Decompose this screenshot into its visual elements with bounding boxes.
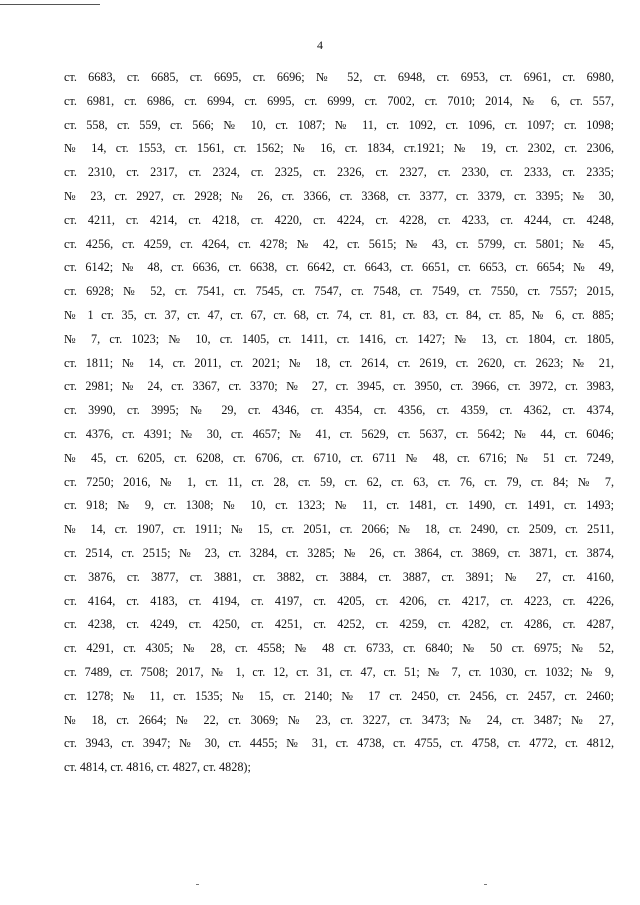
text-line: ст. 2514, ст. 2515; № 23, ст. 3284, ст. 3285; № 26, ст. 3864, ст. 3869, ст. 3871, ст. 3874, xyxy=(64,545,614,560)
text-line: ст. 3990, ст. 3995; № 29, ст. 4346, ст. 4354, ст. 4356, ст. 4359, ст. 4362, ст. 4374, xyxy=(64,403,614,418)
body-text xyxy=(64,66,614,780)
text-line: ст. 918; № 9, ст. 1308; № 10, ст. 1323; № 11, ст. 1481, ст. 1490, ст. 1491, ст. 1493; xyxy=(64,498,614,513)
text-line: ст. 7489, ст. 7508; 2017, № 1, ст. 12, ст. 31, ст. 47, ст. 51; № 7, ст. 1030, ст. 1032; № 9, xyxy=(64,664,614,679)
text-line: ст. 4211, ст. 4214, ст. 4218, ст. 4220, ст. 4224, ст. 4228, ст. 4233, ст. 4244, ст. 4248, xyxy=(64,212,614,227)
page-number: 4 xyxy=(317,38,323,52)
text-line: ст. 6981, ст. 6986, ст. 6994, ст. 6995, ст. 6999, ст. 7002, ст. 7010; 2014, № 6, ст. 557, xyxy=(64,93,614,108)
text-line: ст. 3876, ст. 3877, ст. 3881, ст. 3882, ст. 3884, ст. 3887, ст. 3891; № 27, ст. 4160, xyxy=(64,569,614,584)
text-line: ст. 1278; № 11, ст. 1535; № 15, ст. 2140; № 17 ст. 2450, ст. 2456, ст. 2457, ст. 2460; xyxy=(64,688,614,703)
text-line: ст. 7250; 2016, № 1, ст. 11, ст. 28, ст. 59, ст. 62, ст. 63, ст. 76, ст. 79, ст. 84; № 7, xyxy=(64,474,614,489)
text-line: № 18, ст. 2664; № 22, ст. 3069; № 23, ст. 3227, ст. 3473; № 24, ст. 3487; № 27, xyxy=(64,712,614,727)
text-line: ст. 6142; № 48, ст. 6636, ст. 6638, ст. 6642, ст. 6643, ст. 6651, ст. 6653, ст. 6654; № 49, xyxy=(64,260,614,275)
text-line: ст. 4376, ст. 4391; № 30, ст. 4657; № 41, ст. 5629, ст. 5637, ст. 5642; № 44, ст. 6046; xyxy=(64,426,614,441)
scan-speck xyxy=(484,884,487,885)
scan-speck xyxy=(196,884,199,885)
text-line: ст. 3943, ст. 3947; № 30, ст. 4455; № 31, ст. 4738, ст. 4755, ст. 4758, ст. 4772, ст. 4812, xyxy=(64,736,614,751)
text-line: ст. 6683, ст. 6685, ст. 6695, ст. 6696; № 52, ст. 6948, ст. 6953, ст. 6961, ст. 6980, xyxy=(64,70,614,84)
text-line: № 45, ст. 6205, ст. 6208, ст. 6706, ст. 6710, ст. 6711 № 48, ст. 6716; № 51 ст. 7249, xyxy=(64,450,614,465)
text-line: ст. 4814, ст. 4816, ст. 4827, ст. 4828); xyxy=(64,760,251,775)
text-line: ст. 2981; № 24, ст. 3367, ст. 3370; № 27, ст. 3945, ст. 3950, ст. 3966, ст. 3972, ст. 3983, xyxy=(64,379,614,394)
text-line: ст. 4238, ст. 4249, ст. 4250, ст. 4251, ст. 4252, ст. 4259, ст. 4282, ст. 4286, ст. 4287, xyxy=(64,617,614,632)
text-line: № 23, ст. 2927, ст. 2928; № 26, ст. 3366, ст. 3368, ст. 3377, ст. 3379, ст. 3395; № 30, xyxy=(64,188,614,203)
text-line: № 14, ст. 1907, ст. 1911; № 15, ст. 2051, ст. 2066; № 18, ст. 2490, ст. 2509, ст. 2511, xyxy=(64,522,614,537)
text-line: ст. 2310, ст. 2317, ст. 2324, ст. 2325, ст. 2326, ст. 2327, ст. 2330, ст. 2333, ст. 2335; xyxy=(64,165,614,180)
text-line: ст. 1811; № 14, ст. 2011, ст. 2021; № 18, ст. 2614, ст. 2619, ст. 2620, ст. 2623; № 21, xyxy=(64,355,614,370)
text-line: ст. 6928; № 52, ст. 7541, ст. 7545, ст. 7547, ст. 7548, ст. 7549, ст. 7550, ст. 7557; 2015, xyxy=(64,284,614,299)
text-line: № 14, ст. 1553, ст. 1561, ст. 1562; № 16, ст. 1834, ст.1921; № 19, ст. 2302, ст. 2306, xyxy=(64,141,614,156)
text-line: ст. 4291, ст. 4305; № 28, ст. 4558; № 48 ст. 6733, ст. 6840; № 50 ст. 6975; № 52, xyxy=(64,641,614,656)
text-line: № 1 ст. 35, ст. 37, ст. 47, ст. 67, ст. 68, ст. 74, ст. 81, ст. 83, ст. 84, ст. 85, № 6, ст. 885; xyxy=(64,307,614,322)
text-line: ст. 4256, ст. 4259, ст. 4264, ст. 4278; № 42, ст. 5615; № 43, ст. 5799, ст. 5801; № 45, xyxy=(64,236,614,251)
text-line: ст. 558, ст. 559, ст. 566; № 10, ст. 1087; № 11, ст. 1092, ст. 1096, ст. 1097; ст. 1098; xyxy=(64,117,614,132)
text-line: ст. 4164, ст. 4183, ст. 4194, ст. 4197, ст. 4205, ст. 4206, ст. 4217, ст. 4223, ст. 4226, xyxy=(64,593,614,608)
header-rule xyxy=(0,4,100,5)
text-line: № 7, ст. 1023; № 10, ст. 1405, ст. 1411, ст. 1416, ст. 1427; № 13, ст. 1804, ст. 1805, xyxy=(64,331,614,346)
